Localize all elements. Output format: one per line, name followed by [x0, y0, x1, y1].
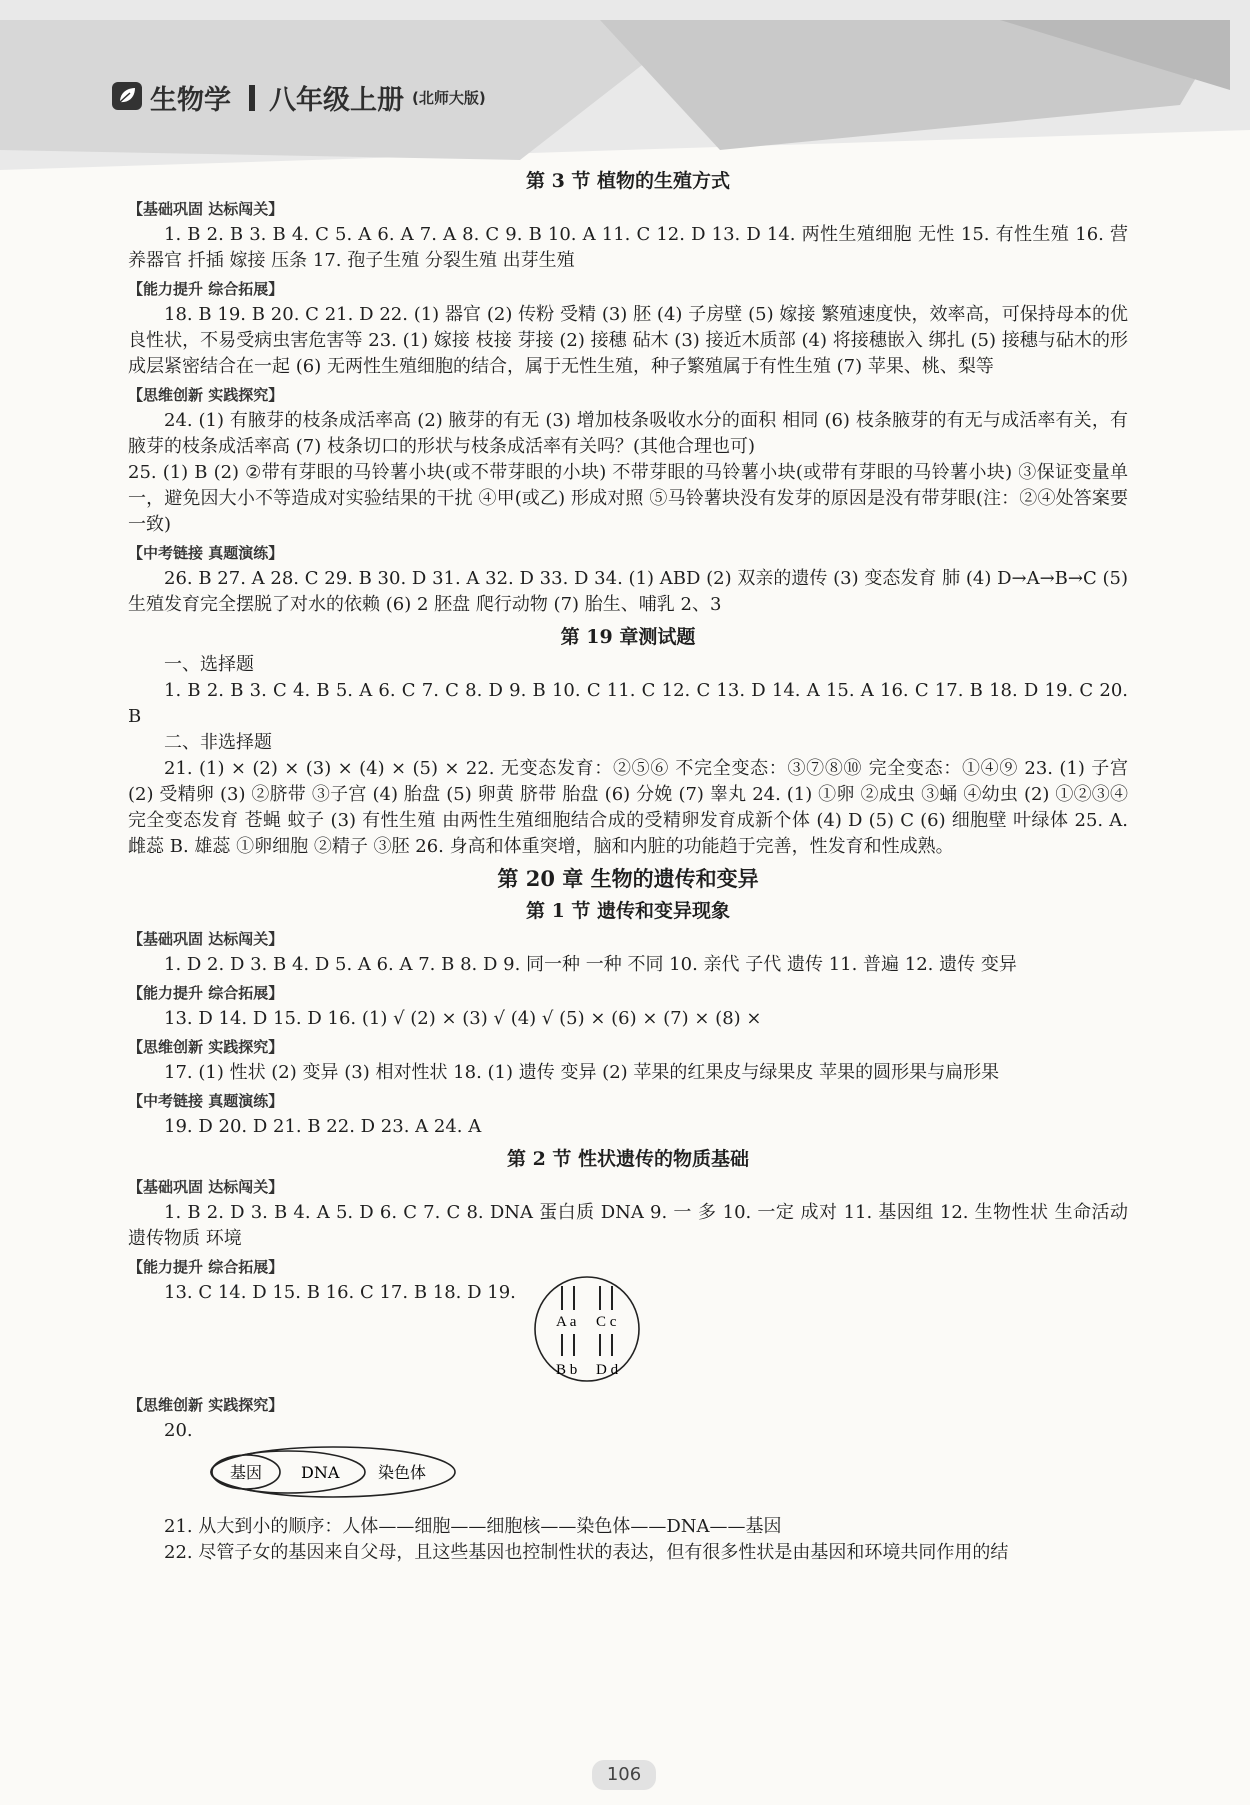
- chromosome-diagram: [532, 1274, 642, 1384]
- section-tag: 【基础巩固 达标闯关】: [128, 200, 284, 218]
- test-title: 第 19 章测试题: [560, 626, 696, 648]
- answer-paragraph: 21. (1) × (2) × (3) × (4) × (5) × 22. 无变态发育：②⑤⑥ 不完全变态：③⑦⑧⑩ 完全变态：①④⑨ 23. (1) 子宫 (2) 受精卵 (3) ②脐带 ③子宫 (4) 胎盘 (5) 卵黄 脐带 胎盘 (6) 分娩 (7) 睾丸 24. (1) ①卵 ②成虫 ③蛹 ④幼虫 (2) ①②③④ 完全变态发育 苍蝇 蚊子 (3) 有性生殖 由两性生殖细胞结合成的受精卵发育成新个体 (4) D (5) C (6) 细胞壁 叶绿体 25. A. 雌蕊 B. 雄蕊 ①卵细胞 ②精子 ③胚 26. 身高和体重突增，脑和内脏的功能趋于完善，性发育和性成熟。: [128, 758, 1128, 857]
- answer-paragraph: 17. (1) 性状 (2) 变异 (3) 相对性状 18. (1) 遗传 变异 (2) 苹果的红果皮与绿果皮 苹果的圆形果与扁形果: [164, 1062, 1000, 1083]
- section-tag: 【思维创新 实践探究】: [128, 1396, 284, 1414]
- answer-paragraph: 13. D 14. D 15. D 16. (1) √ (2) × (3) √ (4) √ (5) × (6) × (7) × (8) ×: [164, 1008, 762, 1029]
- chromosome-label: 染色体: [378, 1463, 427, 1482]
- answer-paragraph: 18. B 19. B 20. C 21. D 22. (1) 器官 (2) 传粉 受精 (3) 胚 (4) 子房壁 (5) 嫁接 繁殖速度快，效率高，可保持母本的优良性状，不易受病虫害危害等 23. (1) 嫁接 枝接 芽接 (2) 接穗 砧木 (3) 接近木质部 (4) 将接穗嵌入 绑扎 (5) 接穗与砧木的形成层紧密结合在一起 (6) 无两性生殖细胞的结合，属于无性生殖，种子繁殖属于有性生殖 (7) 苹果、桃、梨等: [128, 304, 1128, 377]
- subject-title: 生物学: [150, 85, 231, 116]
- dna-label: DNA: [301, 1463, 340, 1482]
- answer-paragraph: 1. B 2. B 3. B 4. C 5. A 6. A 7. A 8. C 9. B 10. A 11. C 12. D 13. D 14. 两性生殖细胞 无性 15. 有性生殖 16. 营养器官 扦插 嫁接 压条 17. 孢子生殖 分裂生殖 出芽生殖: [128, 224, 1128, 271]
- answer-paragraph: 22. 尽管子女的基因来自父母，且这些基因也控制性状的表达，但有很多性状是由基因和环境共同作用的结: [164, 1542, 1009, 1563]
- answer-paragraph: 1. B 2. D 3. B 4. A 5. D 6. C 7. C 8. DNA 蛋白质 DNA 9. 一 多 10. 一定 成对 11. 基因组 12. 生物性状 生命活动 遗传物质 环境: [128, 1202, 1128, 1249]
- section-tag: 【中考链接 真题演练】: [128, 544, 284, 562]
- allele-label: D d: [595, 1362, 618, 1378]
- section-tag: 【能力提升 综合拓展】: [128, 280, 284, 298]
- section-tag: 【中考链接 真题演练】: [128, 1092, 284, 1110]
- page-header: [150, 78, 486, 117]
- section-tag: 【思维创新 实践探究】: [128, 386, 284, 404]
- answer-content: [128, 162, 1128, 1566]
- grade-title: 八年级上册: [269, 85, 404, 116]
- section-tag: 【思维创新 实践探究】: [128, 1038, 284, 1056]
- section-title: 第 1 节 遗传和变异现象: [525, 900, 731, 922]
- question-type-heading: 一、选择题: [164, 654, 254, 675]
- section-tag: 【基础巩固 达标闯关】: [128, 930, 284, 948]
- edition-label: (北师大版): [412, 89, 486, 107]
- answer-paragraph: 25. (1) B (2) ②带有芽眼的马铃薯小块(或不带芽眼的小块) 不带芽眼的马铃薯小块(或带有芽眼的马铃薯小块) ③保证变量单一，避免因大小不等造成对实验结果的干扰 ④甲(或乙) 形成对照 ⑤马铃薯块没有发芽的原因是没有带芽眼(注：②④处答案要一致): [128, 462, 1128, 535]
- leaf-icon: [112, 82, 142, 110]
- question-19-row: [128, 1280, 1128, 1384]
- page-number: 106: [592, 1760, 656, 1790]
- answer-paragraph: 13. C 14. D 15. B 16. C 17. B 18. D 19.: [164, 1282, 516, 1303]
- section-title: 第 2 节 性状遗传的物质基础: [506, 1148, 750, 1170]
- allele-label: A a: [555, 1314, 577, 1330]
- allele-label: B b: [555, 1362, 578, 1378]
- section-tag: 【能力提升 综合拓展】: [128, 1258, 284, 1276]
- answer-paragraph: 20.: [164, 1420, 193, 1441]
- section-title: 第 3 节 植物的生殖方式: [525, 170, 731, 192]
- answer-paragraph: 24. (1) 有腋芽的枝条成活率高 (2) 腋芽的有无 (3) 增加枝条吸收水分的面积 相同 (6) 枝条腋芽的有无与成活率有关，有腋芽的枝条成活率高 (7) 枝条切口的形状与枝条成活率有关吗？(其他合理也可): [128, 410, 1128, 457]
- answer-paragraph: 21. 从大到小的顺序：人体——细胞——细胞核——染色体——DNA——基因: [164, 1516, 782, 1537]
- answer-paragraph: 1. B 2. B 3. C 4. B 5. A 6. C 7. C 8. D 9. B 10. C 11. C 12. C 13. D 14. A 15. A 16. C 17. B 18. D 19. C 20. B: [128, 680, 1128, 727]
- answer-paragraph: 19. D 20. D 21. B 22. D 23. A 24. A: [164, 1116, 482, 1137]
- answer-paragraph: 1. D 2. D 3. B 4. D 5. A 6. A 7. B 8. D 9. 同一种 一种 不同 10. 亲代 子代 遗传 11. 普遍 12. 遗传 变异: [164, 954, 1017, 975]
- allele-label: C c: [595, 1314, 617, 1330]
- chapter-title: 第 20 章 生物的遗传和变异: [497, 866, 759, 891]
- gene-label: 基因: [230, 1463, 263, 1482]
- section-tag: 【能力提升 综合拓展】: [128, 984, 284, 1002]
- header-divider: [249, 85, 255, 111]
- question-type-heading: 二、非选择题: [164, 732, 272, 753]
- gene-dna-chromosome-diagram: [208, 1444, 508, 1500]
- answer-paragraph: 26. B 27. A 28. C 29. B 30. D 31. A 32. D 33. D 34. (1) ABD (2) 双亲的遗传 (3) 变态发育 肺 (4) D→A→B→C (5) 生殖发育完全摆脱了对水的依赖 (6) 2 胚盘 爬行动物 (7) 胎生、哺乳 2、3: [128, 568, 1128, 615]
- section-tag: 【基础巩固 达标闯关】: [128, 1178, 284, 1196]
